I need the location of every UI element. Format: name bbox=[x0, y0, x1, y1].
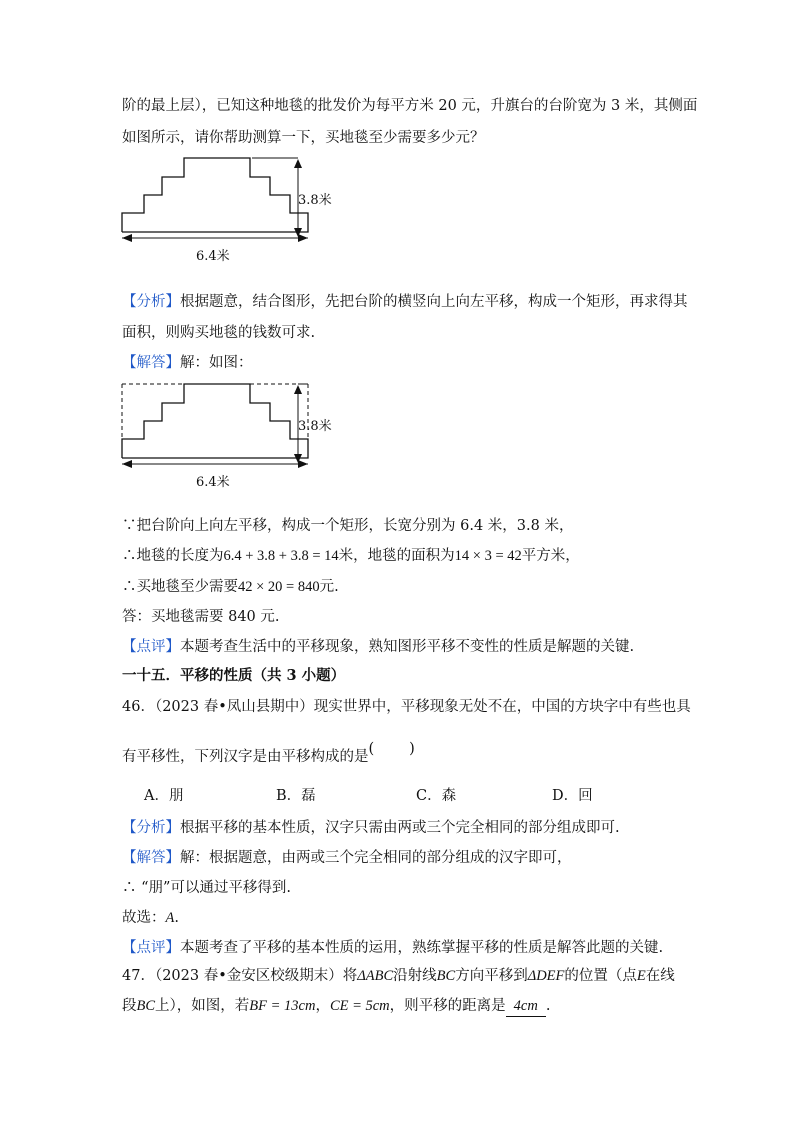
width-arrow-head-right bbox=[298, 234, 308, 242]
q46-step: ∴ “朋”可以通过平移得到. bbox=[122, 880, 292, 896]
step3-text-a: ∴买地毯至少需要 bbox=[122, 579, 238, 595]
q47-answer-blank: 4cm bbox=[506, 996, 546, 1017]
q46-answer-paren: ( ) bbox=[368, 741, 417, 757]
width-arrow-head-right-2 bbox=[298, 460, 308, 468]
step3-text-b: 元. bbox=[319, 579, 339, 595]
q47-period: . bbox=[545, 998, 551, 1014]
height-arrow-head-top-2 bbox=[294, 385, 302, 394]
review-line bbox=[122, 637, 634, 657]
solution-step-2 bbox=[122, 546, 580, 566]
step2-text-b: 米，地毯的面积为 bbox=[338, 548, 455, 564]
q47-text-2a: 段 bbox=[122, 998, 137, 1014]
problem-text-line1: 阶的最上层），已知这种地毯的批发价为每平方米 20 元，升旗台的台阶宽为 3 米，其侧面 bbox=[122, 98, 698, 114]
analysis-line1 bbox=[122, 292, 688, 312]
q46-analysis bbox=[122, 818, 620, 838]
q47-text-a: 47．（2023 春•金安区校级期末）将 bbox=[122, 968, 358, 984]
q46-text: 有平移性，下列汉字是由平移构成的是 bbox=[122, 749, 369, 765]
q46-review-tag: 【点评】 bbox=[122, 940, 180, 956]
answer-line bbox=[122, 353, 253, 373]
width-label: 6.4米 bbox=[196, 249, 230, 264]
option-c: C．森 bbox=[416, 788, 457, 804]
q46-analysis-text: 根据平移的基本性质，汉字只需由两或三个完全相同的部分组成即可. bbox=[180, 820, 620, 836]
q46-review-text: 本题考查了平移的基本性质的运用，熟练掌握平移的性质是解答此题的关键. bbox=[180, 940, 664, 956]
review-tag: 【点评】 bbox=[122, 639, 180, 655]
width-arrow-head-left-2 bbox=[122, 460, 132, 468]
option-b: B．磊 bbox=[276, 788, 316, 804]
staircase-outline bbox=[122, 158, 308, 232]
step2-equation-1: 6.4 + 3.8 + 3.8 = 14 bbox=[223, 548, 339, 564]
question-46-line1: 46．（2023 春•凤山县期中）现实世界中，平移现象无处不在，中国的方块字中有些也具 bbox=[122, 699, 691, 715]
height-arrow-head-top bbox=[294, 159, 302, 168]
step2-text-a: ∴地毯的长度为 bbox=[122, 548, 224, 564]
q47-segment-bc: BC bbox=[136, 998, 156, 1014]
analysis-line2: 面积，则购买地毯的钱数可求. bbox=[122, 325, 316, 341]
answer-tag: 【解答】 bbox=[122, 355, 180, 371]
step2-text-c: 平方米， bbox=[521, 548, 580, 564]
question-47-line2 bbox=[122, 996, 550, 1017]
q47-text-c: 沿射线 bbox=[393, 968, 437, 984]
analysis-tag: 【分析】 bbox=[122, 294, 180, 310]
height-label-2: 3.8米 bbox=[298, 419, 332, 434]
q46-answer bbox=[122, 848, 572, 868]
q46-choice-text: 故选： bbox=[122, 910, 166, 926]
option-a: A．朋 bbox=[144, 788, 184, 804]
question-46-line2 bbox=[122, 741, 417, 767]
q46-review bbox=[122, 938, 663, 958]
q47-text-2c: 上），如图，若 bbox=[155, 998, 250, 1014]
solution-step-3 bbox=[122, 577, 339, 597]
analysis-text-1: 根据题意，结合图形，先把台阶的横竖向上向左平移，构成一个矩形，再求得其 bbox=[180, 294, 688, 310]
q46-answer-text: 解：根据题意，由两或三个完全相同的部分组成的汉字即可， bbox=[180, 850, 572, 866]
q46-choice-period: . bbox=[174, 910, 179, 926]
q47-text-i: 在线 bbox=[645, 968, 675, 984]
staircase-translated-svg bbox=[112, 376, 432, 496]
q47-bf-value: BF = 13cm bbox=[249, 998, 316, 1014]
q47-text-2g: ，则平移的距离是 bbox=[389, 998, 506, 1014]
problem-text-line2: 如图所示，请你帮助测算一下，买地毯至少需要多少元？ bbox=[122, 130, 485, 146]
width-arrow-head-left bbox=[122, 234, 132, 242]
q46-choice bbox=[122, 908, 179, 928]
staircase-outline-2 bbox=[122, 384, 308, 458]
width-label-2: 6.4米 bbox=[196, 475, 230, 490]
section-heading: 一十五．平移的性质（共 3 小题） bbox=[122, 667, 346, 684]
option-d: D．回 bbox=[552, 788, 593, 804]
step2-equation-2: 14 × 3 = 42 bbox=[454, 548, 522, 564]
height-label: 3.8米 bbox=[298, 193, 332, 208]
q46-choice-letter: A bbox=[165, 910, 175, 926]
q46-analysis-tag: 【分析】 bbox=[122, 820, 180, 836]
q47-text-e: 方向平移到 bbox=[455, 968, 528, 984]
solution-answer: 答：买地毯需要 840 元. bbox=[122, 609, 280, 625]
staircase-svg bbox=[112, 150, 432, 270]
question-47-line1 bbox=[122, 966, 675, 986]
q47-ray-bc: BC bbox=[436, 968, 456, 984]
step3-equation: 42 × 20 = 840 bbox=[238, 579, 320, 595]
q47-triangle-abc: ΔABC bbox=[357, 968, 394, 984]
q47-comma: ， bbox=[315, 998, 330, 1014]
answer-intro: 解：如图： bbox=[180, 355, 253, 371]
q47-triangle-def: ΔDEF bbox=[527, 968, 565, 984]
review-text: 本题考查生活中的平移现象，熟知图形平移不变性的性质是解题的关键. bbox=[180, 639, 635, 655]
staircase-translated-figure bbox=[112, 376, 432, 496]
staircase-figure bbox=[112, 150, 432, 270]
q47-text-g: 的位置（点 bbox=[564, 968, 637, 984]
q46-answer-tag: 【解答】 bbox=[122, 850, 180, 866]
solution-step-1: ∵把台阶向上向左平移，构成一个矩形，长宽分别为 6.4 米，3.8 米， bbox=[122, 518, 574, 534]
q47-point-e: E bbox=[636, 968, 646, 984]
q47-ce-value: CE = 5cm bbox=[329, 998, 390, 1014]
